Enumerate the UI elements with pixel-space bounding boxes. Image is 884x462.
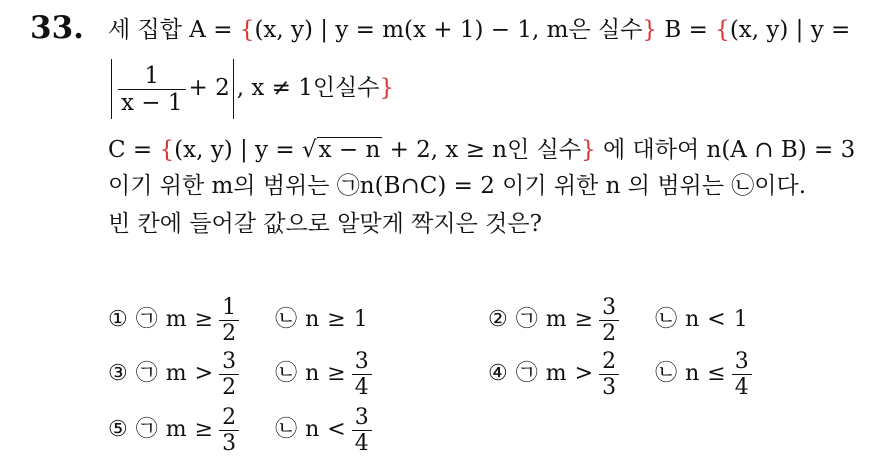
set-b-body: (x, y) | y = <box>729 17 851 43</box>
question-text: 빈 칸에 들어갈 값으로 알맞게 짝지은 것은? <box>108 211 542 237</box>
set-b-fraction <box>118 63 186 116</box>
answer-a-fraction <box>219 349 239 400</box>
fraction-denominator: 4 <box>354 430 369 456</box>
answer-b-fraction <box>732 349 752 400</box>
set-c-open-brace: { <box>159 137 175 163</box>
var-n: n <box>685 361 700 386</box>
var-m: m <box>165 361 187 386</box>
stem-line-4: 이기 위한 m의 범위는 ㉠n(B∩C) = 2 이기 위한 n 의 범위는 ㉡이다. <box>108 173 807 199</box>
set-a-close-brace: } <box>642 17 658 43</box>
operator-a: ≥ <box>574 307 594 332</box>
answer-b-fraction <box>352 405 372 456</box>
fraction-numerator: 3 <box>352 349 372 375</box>
fraction-numerator: 3 <box>732 349 752 375</box>
abs-right-bar <box>233 59 234 119</box>
fraction-numerator: 1 <box>219 295 239 321</box>
abs-left-bar <box>111 59 112 119</box>
stem-line-1 <box>108 14 850 46</box>
problem-number: 33. <box>30 10 84 46</box>
fraction-numerator: 1 <box>118 63 186 90</box>
answer-b-fraction <box>352 349 372 400</box>
answer-b-value: 1 <box>353 307 368 332</box>
blank-a-label: ㉠ <box>135 307 158 332</box>
stem-line-2 <box>108 58 394 119</box>
set-b-plus-two: + 2 <box>188 75 230 101</box>
blank-a-label: ㉠ <box>135 417 158 442</box>
set-c-post: + 2, x ≥ n인 실수 <box>382 137 582 163</box>
var-n: n <box>305 307 320 332</box>
operator-b: < <box>327 417 346 442</box>
answer-a-fraction <box>219 405 239 456</box>
var-n: n <box>305 361 320 386</box>
blank-b-label: ㉡ <box>655 361 678 386</box>
choice-marker: ① <box>108 307 128 332</box>
set-b-condition: , x ≠ 1인실수 <box>236 75 380 101</box>
operator-a: > <box>574 361 594 386</box>
condition-text: 에 대하여 n(A ∩ B) = 3 <box>595 137 856 163</box>
choice-marker: ⑤ <box>108 417 128 442</box>
blank-a-label: ㉠ <box>515 361 538 386</box>
var-n: n <box>305 417 320 442</box>
blank-b-label: ㉡ <box>275 307 298 332</box>
fraction-numerator: 2 <box>599 349 619 375</box>
set-c-pre: (x, y) | y = <box>174 137 302 163</box>
choice-marker: ② <box>488 307 508 332</box>
choice-5[interactable] <box>108 402 378 458</box>
fraction-denominator: 2 <box>222 320 237 346</box>
sqrt-radicand: x − n <box>318 137 381 163</box>
operator-b: < <box>707 307 726 332</box>
choice-4[interactable] <box>488 346 758 402</box>
fraction-denominator: x − 1 <box>121 89 183 116</box>
blank-b-label: ㉡ <box>275 417 298 442</box>
var-m: m <box>165 307 187 332</box>
choice-marker: ④ <box>488 361 508 386</box>
var-m: m <box>545 307 567 332</box>
fraction-numerator: 2 <box>219 405 239 431</box>
operator-a: ≥ <box>194 307 214 332</box>
fraction-denominator: 4 <box>734 374 749 400</box>
answer-a-fraction <box>599 349 619 400</box>
answer-a-fraction <box>219 295 239 346</box>
var-m: m <box>165 417 187 442</box>
fraction-denominator: 3 <box>222 430 237 456</box>
set-b-close-brace: } <box>379 75 395 101</box>
var-n: n <box>685 307 700 332</box>
choice-3[interactable] <box>108 346 378 402</box>
fraction-denominator: 2 <box>602 320 617 346</box>
set-c-close-brace: } <box>581 137 596 163</box>
fraction-denominator: 3 <box>602 374 617 400</box>
set-b-lhs: B = <box>657 17 716 43</box>
operator-a: ≥ <box>194 417 214 442</box>
var-m: m <box>545 361 567 386</box>
blank-a-label: ㉠ <box>515 307 538 332</box>
choice-marker: ③ <box>108 361 128 386</box>
blank-b-label: ㉡ <box>275 361 298 386</box>
blank-b-label: ㉡ <box>655 307 678 332</box>
set-a-lhs: A = <box>189 17 240 43</box>
operator-b: ≥ <box>327 307 346 332</box>
fraction-numerator: 3 <box>352 405 372 431</box>
set-b-open-brace: { <box>715 17 730 43</box>
blank-a-label: ㉠ <box>135 361 158 386</box>
operator-b: ≥ <box>327 361 346 386</box>
operator-a: > <box>194 361 214 386</box>
set-a-open-brace: { <box>239 17 255 43</box>
sqrt-sign: √ <box>301 137 317 163</box>
answer-a-fraction <box>599 295 619 346</box>
fraction-denominator: 4 <box>354 374 369 400</box>
answer-b-value: 1 <box>733 307 748 332</box>
fraction-numerator: 3 <box>219 349 239 375</box>
stem-line-3 <box>108 134 855 166</box>
fraction-numerator: 3 <box>599 295 619 321</box>
choice-2[interactable] <box>488 292 748 348</box>
operator-b: ≤ <box>707 361 726 386</box>
fraction-denominator: 2 <box>222 374 237 400</box>
choice-1[interactable] <box>108 292 368 348</box>
set-c-lhs: C = <box>108 137 160 163</box>
set-a-body: (x, y) | y = m(x + 1) − 1, m은 실수 <box>254 17 643 43</box>
stem-prefix: 세 집합 <box>108 17 190 43</box>
